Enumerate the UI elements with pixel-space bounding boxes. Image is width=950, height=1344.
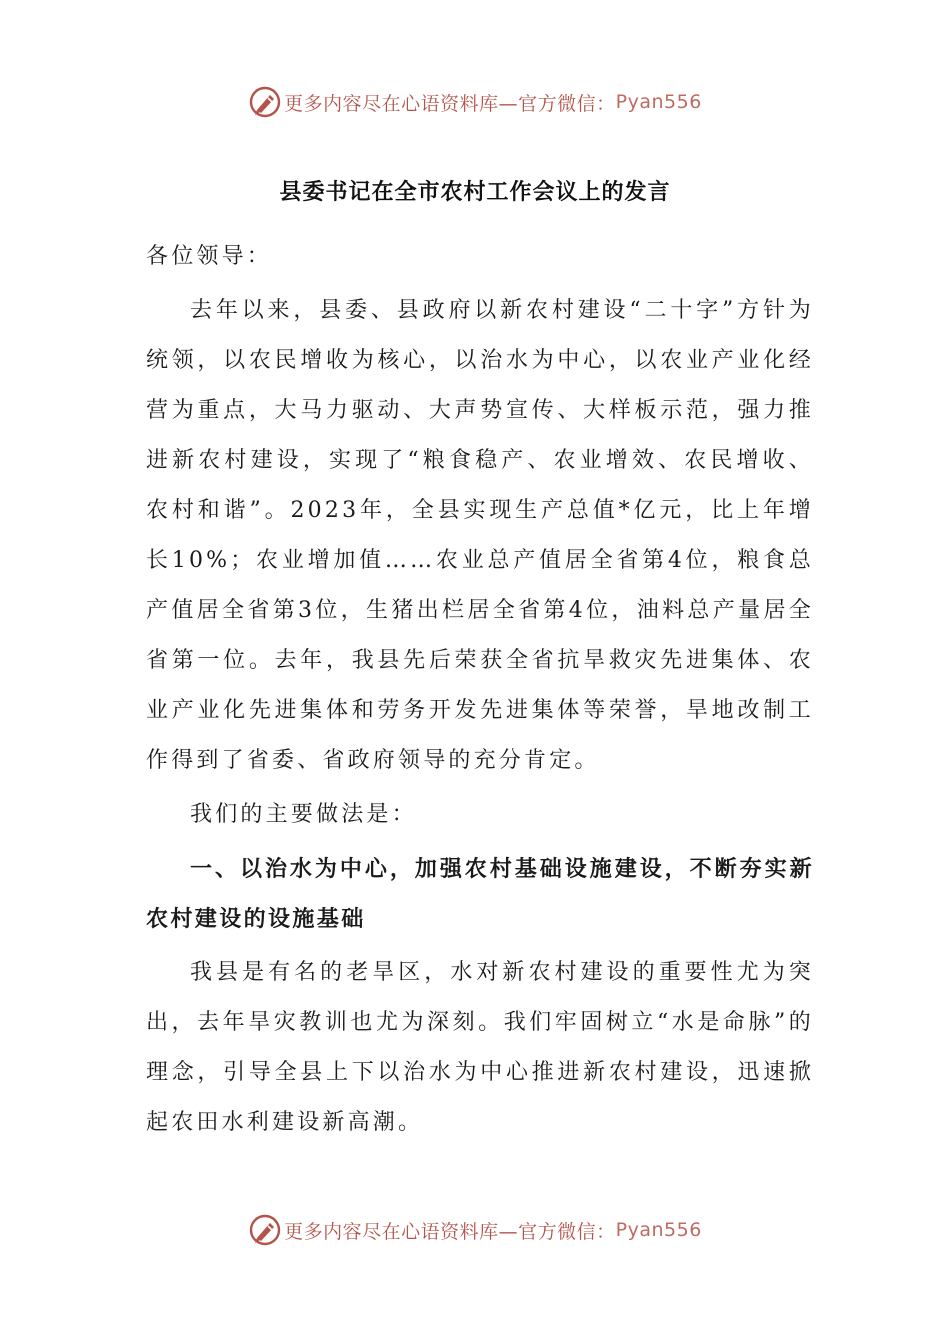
watermark-wechat-id: Pyan556 [615, 91, 702, 113]
watermark-text: 更多内容尽在心语资料库—官方微信： [284, 92, 616, 115]
salutation: 各位领导： [146, 244, 273, 269]
header-watermark [0, 82, 950, 122]
watermark-wechat-id: Pyan556 [615, 1219, 702, 1241]
document-title: 县委书记在全市农村工作会议上的发言 [279, 179, 671, 205]
document-body [146, 232, 814, 1152]
paragraph-methods-lead: 我们的主要做法是： [190, 802, 417, 827]
pen-nib-icon [248, 85, 282, 119]
section-paragraph: 我县是有名的老旱区，水对新农村建设的重要性尤为突出，去年旱灾教训也尤为深刻。我们牢固树立“水是命脉”的理念，引导全县上下以治水为中心推进新农村建设，迅速掀起农田水利建设新高潮。 [146, 960, 814, 1135]
watermark-text: 更多内容尽在心语资料库—官方微信： [284, 1220, 616, 1243]
section-heading: 一、以治水为中心，加强农村基础设施建设，不断夯实新农村建设的设施基础 [146, 856, 814, 932]
footer-watermark [0, 1210, 950, 1250]
paragraph-intro: 去年以来，县委、县政府以新农村建设“二十字”方针为统领，以农民增收为核心，以治水为中心，以农业产业化经营为重点，大马力驱动、大声势宣传、大样板示范，强力推进新农村建设，实现了“粮食稳产、农业增效、农民增收、农村和谐”。2023年，全县实现生产总值*亿元，比上年增长10%；农业增加值……农业总产值居全省第4位，粮食总产值居全省第3位，生猪出栏居全省第4位，油料总产量居全省第一位。去年，我县先后荣获全省抗旱救灾先进集体、农业产业化先进集体和劳务开发先进集体等荣誉，旱地改制工作得到了省委、省政府领导的充分肯定。 [146, 298, 814, 773]
pen-nib-icon [248, 1213, 282, 1247]
